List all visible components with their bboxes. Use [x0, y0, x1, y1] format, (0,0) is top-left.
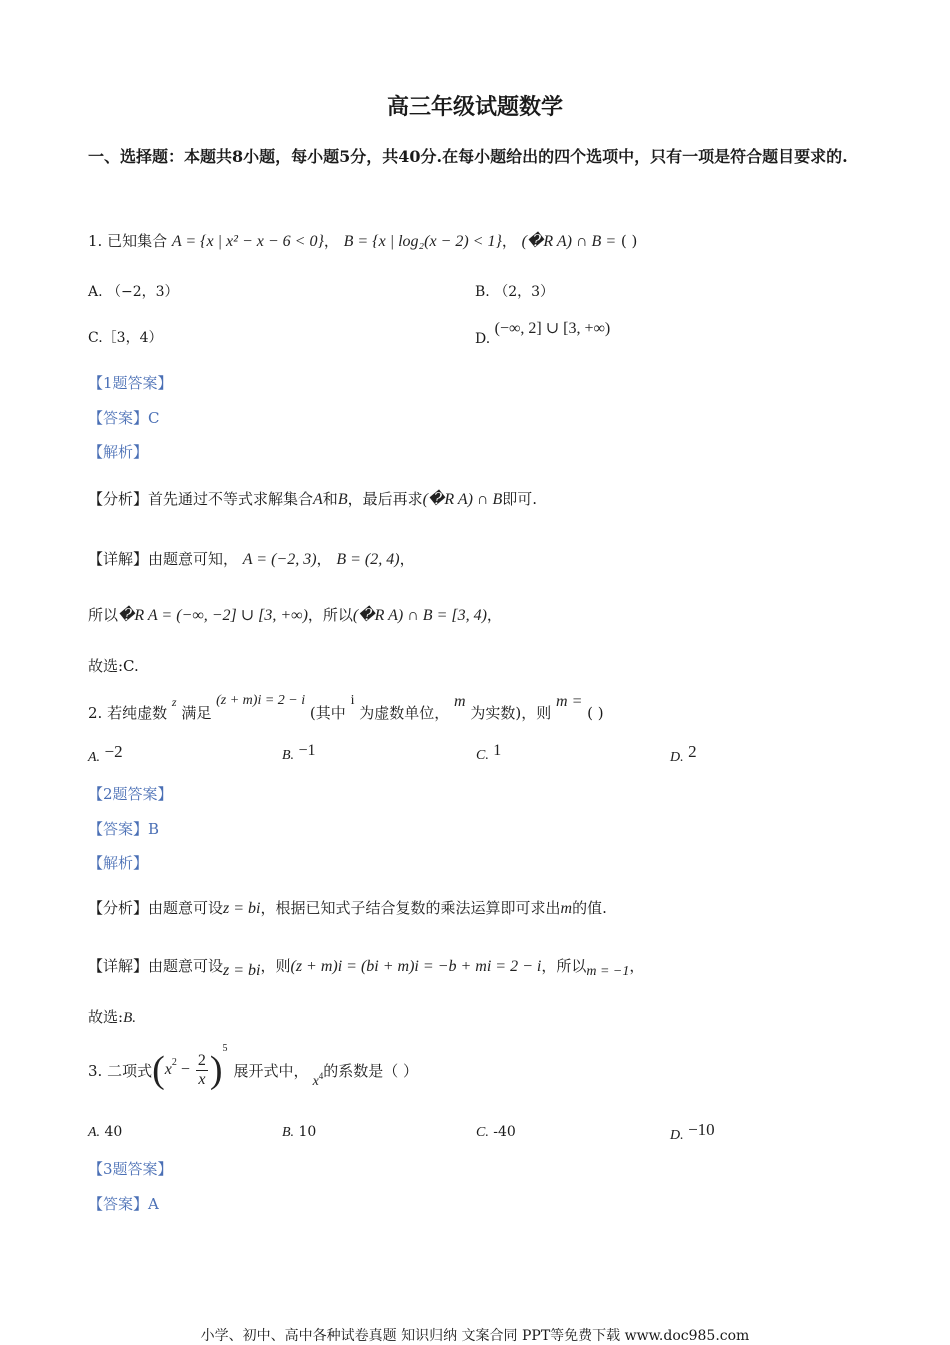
q2-xiangjie: 【详解】由题意可设z = bi，则(z + m)i = (bi + m)i = −b + mi = 2 − i，所以m = −1，: [88, 957, 645, 979]
complement-expr: (�R A) ∩ B =: [521, 233, 617, 250]
set-a-expr: A = {x | x² − x − 6 < 0}: [171, 233, 324, 250]
page-title: 高三年级试题数学: [386, 94, 563, 120]
section-heading: 一、选择题：本题共8小题，每小题5分，共40分.在每小题给出的四个选项中，只有一项是符合题目要求的.: [88, 147, 848, 166]
page-footer: 小学、初中、高中各种试卷真题 知识归纳 文案合同 PPT等免费下载 www.doc985.com: [200, 1328, 750, 1344]
q3-option-d: D. −10: [670, 1120, 715, 1143]
q3-answer: 【答案】A: [88, 1195, 159, 1213]
q1-answer-heading: 【1题答案】: [88, 374, 173, 392]
q1-option-d: D. (−∞, 2] ∪ [3, +∞): [475, 320, 611, 347]
q1-option-a: A. （−2，3）: [88, 284, 179, 300]
q1-guxuan: 故选:C.: [88, 657, 139, 675]
set-b-expr: B = {x | log₂(x − 2) < 1}: [343, 233, 502, 250]
question-3-stem: 3. 二项式 ( x $^2$ − $\frac{2}{x}$ ) $^5$ 展开式中， $x^4$ 的系数是（ ）: [88, 1042, 419, 1091]
q2-fenxi: 【分析】由题意可设z = bi，根据已知式子结合复数的乘法运算即可求出m的值.: [88, 899, 607, 917]
q2-guxuan: 故选:B.: [88, 1008, 136, 1026]
q3-option-a: A. 40: [88, 1124, 123, 1140]
q3-option-b: B. 10: [282, 1124, 317, 1140]
q1-option-b: B. （2，3）: [475, 284, 555, 300]
q2-answer: 【答案】B: [88, 820, 160, 838]
question-2-stem: 2. 若纯虚数 $^z$ 满足 (z + m)i = 2 − i (其中 i 为虚数单位， m 为实数)，则 m = ( ): [88, 693, 604, 722]
q3-option-c: C. -40: [476, 1124, 516, 1140]
answer-blank: ( ): [620, 232, 638, 250]
q1-analysis-heading: 【解析】: [88, 443, 149, 461]
q1-xiangjie: 【详解】由题意可知， A = (−2, 3)， B = (2, 4)，: [88, 550, 415, 568]
fraction-2-over-x: $\frac{2}{x}$: [197, 1051, 206, 1088]
q1-fenxi: 【分析】首先通过不等式求解集合A和B，最后再求(�R A) ∩ B即可.: [88, 490, 538, 508]
q2-option-d: D. 2: [670, 742, 697, 765]
q2-option-b: B. −1: [282, 742, 316, 763]
q1-answer: 【答案】C: [88, 409, 160, 427]
q2-answer-heading: 【2题答案】: [88, 785, 173, 803]
q2-option-a: A. −2: [88, 742, 123, 765]
q2-analysis-heading: 【解析】: [88, 854, 149, 872]
question-1-stem: 1. 已知集合 A = {x | x² − x − 6 < 0}， B = {x | log₂(x − 2) < 1}， (�R A) ∩ B = ( ): [88, 232, 638, 250]
q2-option-c: C. 1: [476, 742, 502, 763]
q1-suoyi: 所以�R A = (−∞, −2] ∪ [3, +∞)，所以(�R A) ∩ B = [3, 4)，: [88, 606, 502, 624]
q1-option-c: C.［3，4）: [88, 330, 163, 346]
q3-answer-heading: 【3题答案】: [88, 1160, 173, 1178]
